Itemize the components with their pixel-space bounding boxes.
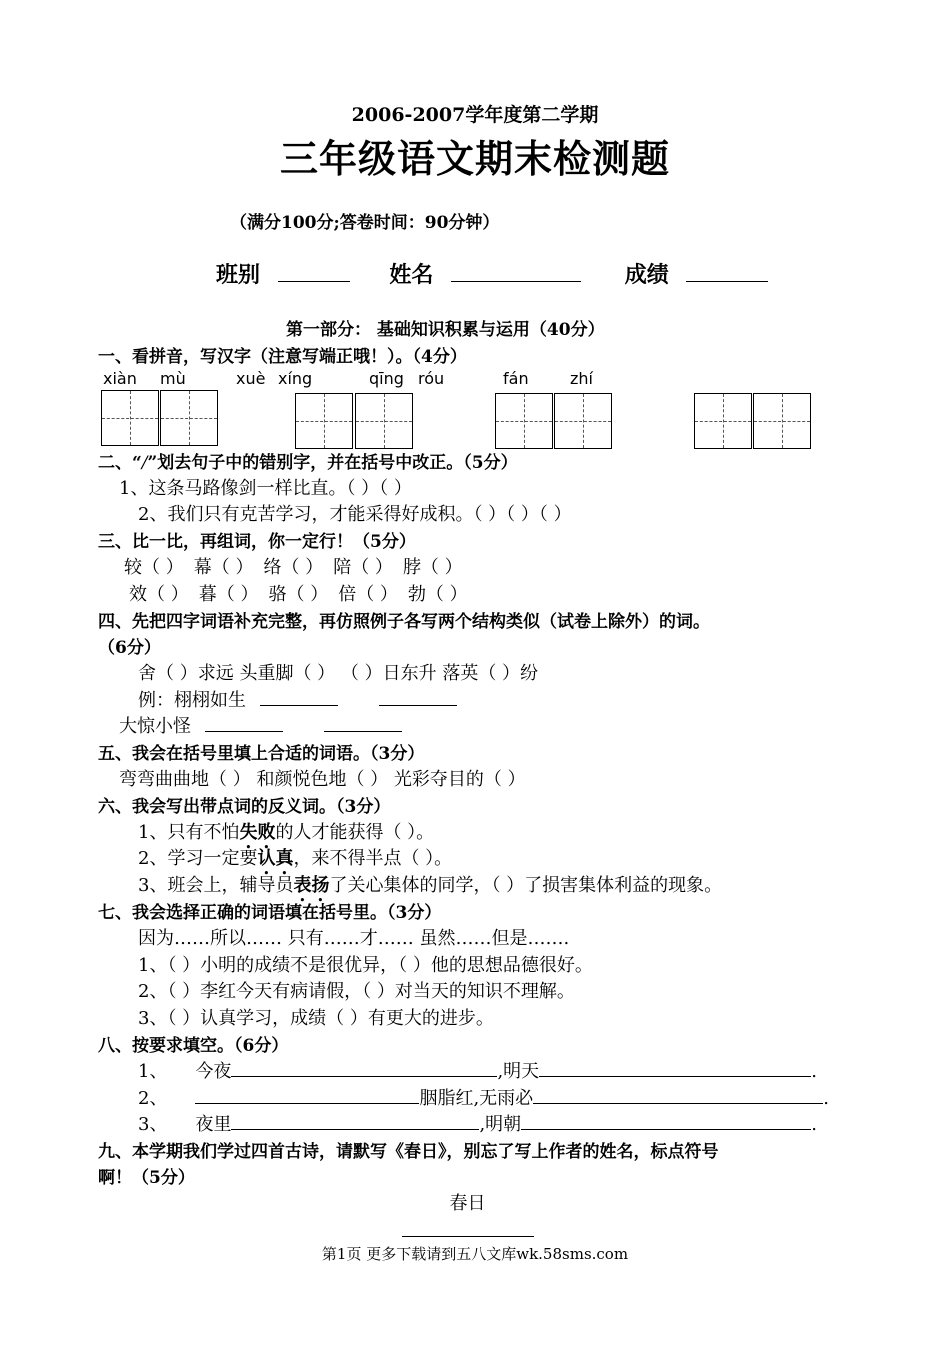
pinyin-8: zhí <box>570 369 593 388</box>
writing-box-8[interactable] <box>753 393 811 449</box>
q3-row-2: 效（ ） 暮（ ） 骆（ ） 倍（ ） 勃（ ） <box>129 584 468 605</box>
q8-blank-1[interactable] <box>231 1076 497 1077</box>
q9-title-line-2: 啊！（5分） <box>98 1168 195 1188</box>
student-info-row <box>216 258 768 289</box>
writing-box-4[interactable] <box>355 393 413 449</box>
q7-line-1: 1、（ ）小明的成绩不是很优异，（ ）他的思想品德很好。 <box>138 955 593 976</box>
q6-line-3: 3、班会上，辅导员表扬了关心集体的同学，（ ）了损害集体利益的现象。 <box>138 875 723 896</box>
footer-divider <box>402 1236 534 1237</box>
pinyin-4: xíng <box>278 369 313 388</box>
class-label: 班别 <box>216 262 261 288</box>
pinyin-6: róu <box>418 369 445 388</box>
q4-item-2: 大惊小怪 <box>119 712 402 738</box>
name-label: 姓名 <box>389 262 434 288</box>
q9-title-line-1: 九、本学期我们学过四首古诗，请默写《春日》，别忘了写上作者的姓名，标点符号 <box>98 1142 719 1162</box>
q3-title: 三、比一比，再组词，你一定行！（5分） <box>98 532 416 552</box>
pinyin-5: qīng <box>369 369 404 388</box>
q6-line-2: 2、学习一定要认真，来不得半点（ ）。 <box>138 848 453 869</box>
score-label: 成绩 <box>624 262 669 288</box>
writing-box-7[interactable] <box>694 393 752 449</box>
q4-line-1: 舍（ ）求远 头重脚（ ） （ ）日东升 落英（ ）纷 <box>138 663 539 684</box>
q3-row-1: 较（ ） 幕（ ） 络（ ） 陪（ ） 脖（ ） <box>124 557 463 578</box>
q4-example: 例：栩栩如生 <box>138 686 457 712</box>
q4-blank-4[interactable] <box>324 731 402 732</box>
q8-blank-3[interactable] <box>195 1103 419 1104</box>
pinyin-7: fán <box>503 369 529 388</box>
q4-blank-3[interactable] <box>205 731 283 732</box>
pinyin-3: xuè <box>236 369 266 388</box>
q4-title-line-1: 四、先把四字词语补充完整，再仿照例子各写两个结构类似（试卷上除外）的词。 <box>98 612 710 632</box>
q4-blank-1[interactable] <box>260 705 338 706</box>
q1-title: 一、看拼音，写汉字（注意写端正哦！）。（4分） <box>98 347 467 367</box>
writing-box-3[interactable] <box>295 393 353 449</box>
q8-blank-6[interactable] <box>521 1129 811 1130</box>
strike-mark-icon: / <box>141 453 148 473</box>
pinyin-2: mù <box>160 369 186 388</box>
q2-line-2: 2、我们只有克苦学习，才能采得好成积。（ ）（ ）（ ） <box>138 504 572 525</box>
class-blank[interactable] <box>278 281 350 282</box>
q8-blank-4[interactable] <box>533 1103 823 1104</box>
q5-line: 弯弯曲曲地（ ） 和颜悦色地（ ） 光彩夺目的（ ） <box>119 769 526 790</box>
q4-blank-2[interactable] <box>379 705 457 706</box>
exam-info: （满分100分;答卷时间：90分钟） <box>230 213 500 233</box>
writing-box-2[interactable] <box>160 390 218 446</box>
score-blank[interactable] <box>686 281 768 282</box>
q4-title-line-2: （6分） <box>98 638 161 658</box>
exam-term: 2006-2007学年度第二学期 <box>351 104 599 126</box>
q8-line-3: 3、 夜里 ,明朝 . <box>138 1114 817 1135</box>
q2-line-1: 1、这条马路像剑一样比直。（ ）（ ） <box>119 478 412 499</box>
q5-title: 五、我会在括号里填上合适的词语。（3分） <box>98 744 425 764</box>
q6-title: 六、我会写出带点词的反义词。（3分） <box>98 797 391 817</box>
writing-box-1[interactable] <box>101 390 159 446</box>
q7-line-2: 2、（ ）李红今天有病请假，（ ）对当天的知识不理解。 <box>138 981 575 1002</box>
q7-title: 七、我会选择正确的词语填在括号里。（3分） <box>98 903 442 923</box>
part1-title: 第一部分： 基础知识积累与运用（40分） <box>286 320 605 340</box>
q8-title: 八、按要求填空。（6分） <box>98 1036 289 1056</box>
q2-title: 二、“/”划去句子中的错别字，并在括号中改正。（5分） <box>98 453 518 473</box>
page-footer: 第1页 更多下载请到五八文库wk.58sms.com <box>321 1245 629 1263</box>
q8-line-1: 1、 今夜 ,明天 . <box>138 1061 817 1082</box>
q8-blank-5[interactable] <box>231 1129 479 1130</box>
q6-line-1: 1、只有不怕失败的人才能获得（ ）。 <box>138 822 435 843</box>
name-blank[interactable] <box>451 281 581 282</box>
writing-box-6[interactable] <box>554 393 612 449</box>
q8-line-2: 2、 胭脂红,无雨必 . <box>138 1088 829 1109</box>
q7-line-3: 3、（ ）认真学习，成绩（ ）有更大的进步。 <box>138 1008 494 1029</box>
pinyin-1: xiàn <box>103 369 137 388</box>
q8-blank-2[interactable] <box>539 1076 811 1077</box>
poem-title: 春日 <box>449 1193 486 1214</box>
exam-title: 三年级语文期末检测题 <box>279 136 670 181</box>
q7-options: 因为……所以…… 只有……才…… 虽然……但是……. <box>138 928 570 949</box>
writing-box-5[interactable] <box>495 393 553 449</box>
